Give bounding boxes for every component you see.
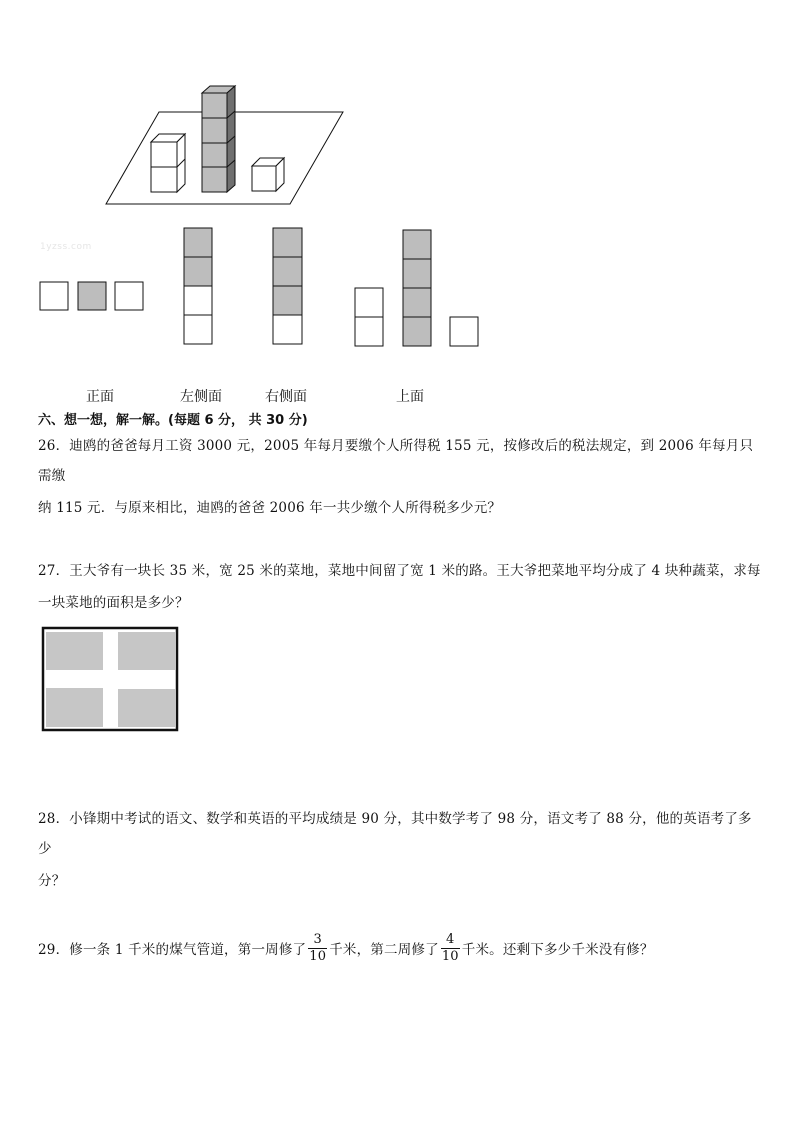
question-28: [38, 804, 763, 896]
section-heading: 六、想一想，解一解。(每题 6 分， 共 30 分): [38, 413, 308, 428]
fraction-second-week: [441, 932, 460, 965]
fraction-1-denominator: 10: [309, 949, 327, 964]
question-29: [38, 934, 763, 967]
front-view-figure: [40, 282, 143, 310]
left-view-figure: [184, 228, 212, 344]
question-26: [38, 431, 763, 523]
cube-single-right: [252, 158, 284, 191]
vegetable-field-diagram: [43, 628, 177, 730]
front-view-label: 正面: [86, 389, 114, 405]
right-view-label: 右侧面: [265, 389, 307, 405]
question-26-line2: 纳 115 元．与原来相比，迪鸥的爸爸 2006 年一共少缴个人所得税多少元？: [38, 500, 502, 516]
watermark: 1yzss.com: [40, 242, 92, 252]
question-28-line1: 28．小锋期中考试的语文、数学和英语的平均成绩是 90 分，其中数学考了 98 分，语文考了 88 分，他的英语考了多少: [38, 811, 752, 857]
question-27-line2: 一块菜地的面积是多少？: [38, 595, 189, 611]
question-27-line1: 27．王大爷有一块长 35 米，宽 25 米的菜地，菜地中间留了宽 1 米的路。王大爷把菜地平均分成了 4 块种蔬菜，求每: [38, 563, 761, 579]
question-29-middle: 千米，第二周修了: [329, 942, 439, 958]
question-29-prefix: 29．修一条 1 千米的煤气管道，第一周修了: [38, 942, 307, 958]
question-28-line2: 分？: [38, 873, 66, 889]
left-view-label: 左侧面: [180, 389, 222, 405]
top-view-figure: [355, 230, 478, 346]
fraction-2-numerator: 4: [446, 932, 455, 947]
top-view-label: 上面: [396, 389, 424, 405]
fraction-2-denominator: 10: [441, 949, 459, 964]
fraction-1-numerator: 3: [313, 932, 322, 947]
fraction-first-week: [308, 932, 327, 965]
question-26-line1: 26．迪鸥的爸爸每月工资 3000 元，2005 年每月要缴个人所得税 155 元，按修改后的税法规定，到 2006 年每月只需缴: [38, 438, 754, 484]
cube-stack-left: [151, 134, 185, 192]
cube-stack-middle: [202, 86, 235, 192]
question-29-suffix: 千米。还剩下多少千米没有修？: [461, 942, 654, 958]
question-27: [38, 556, 763, 618]
right-view-figure: [273, 228, 302, 344]
